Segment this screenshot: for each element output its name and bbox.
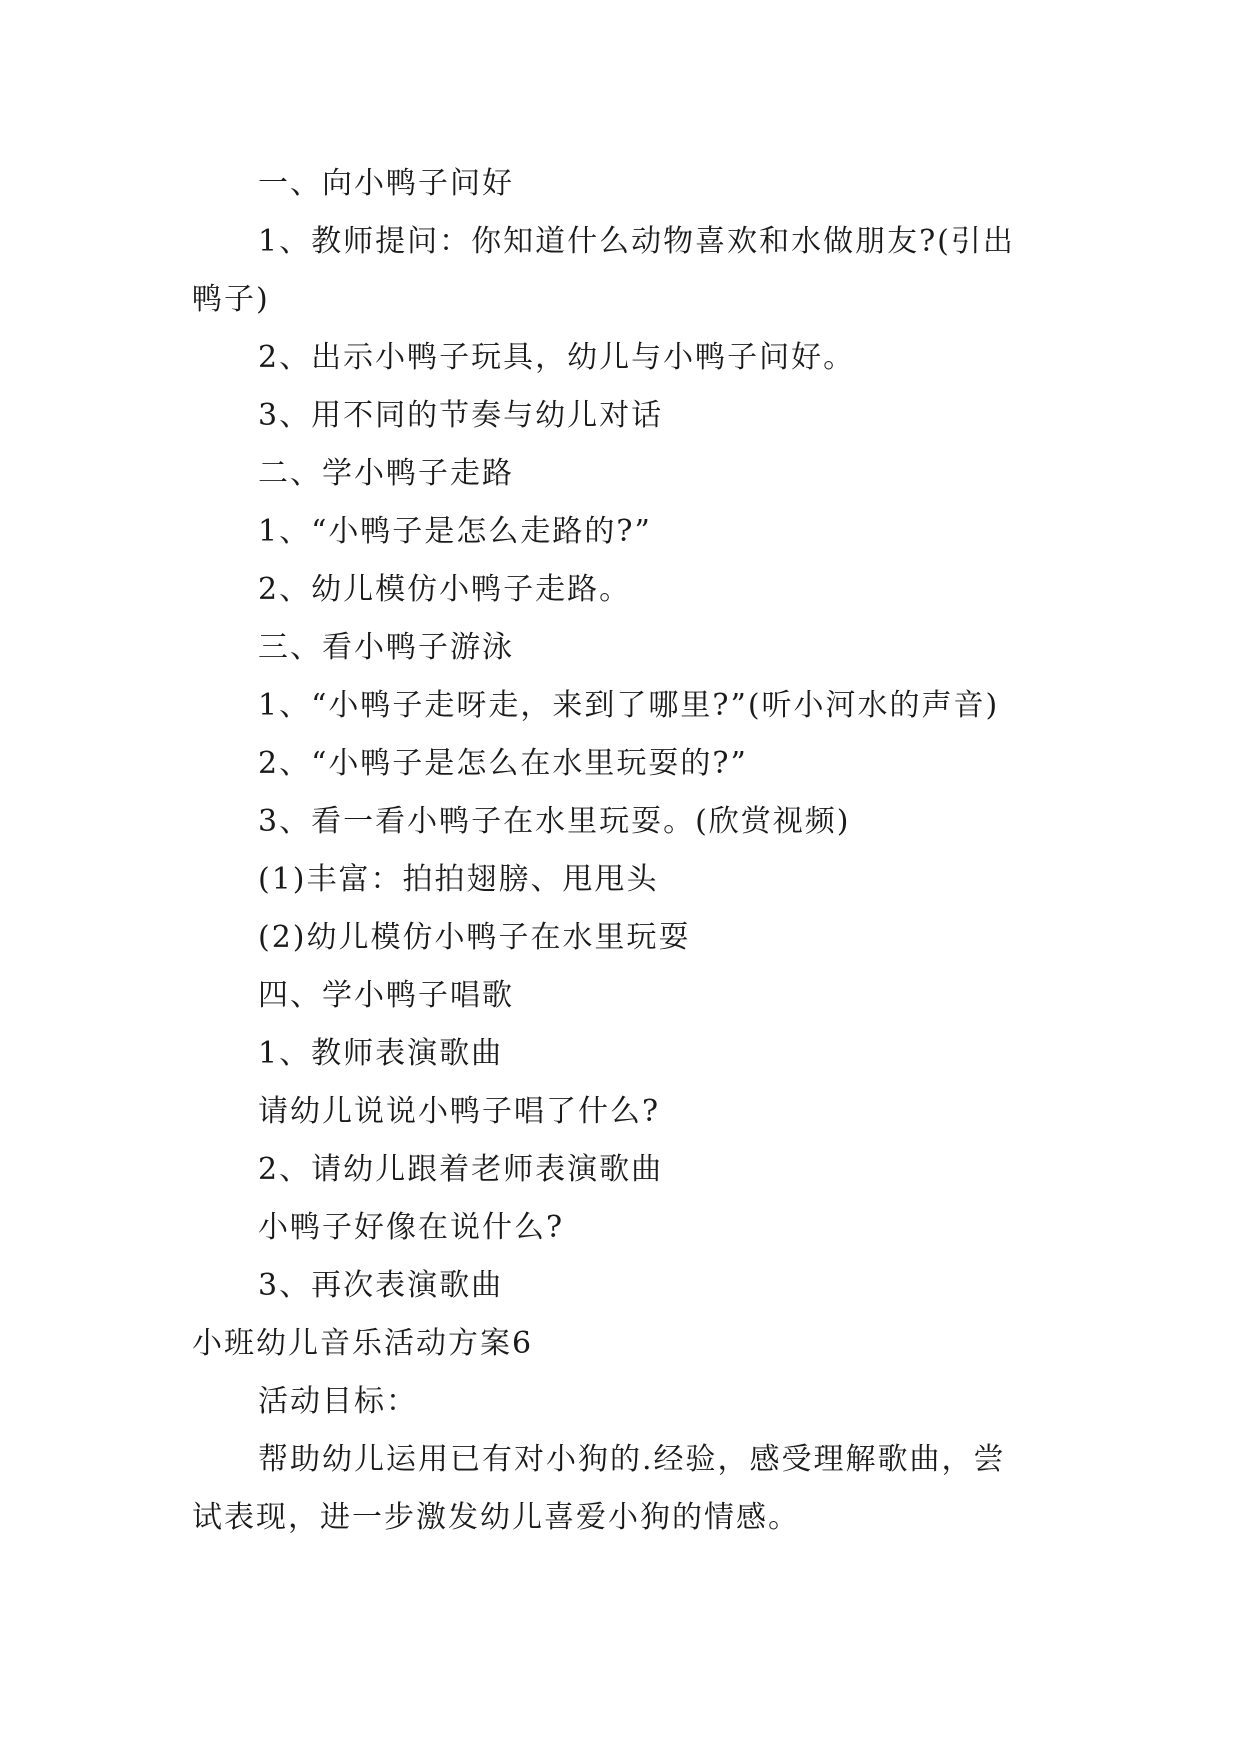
text-line: 3、用不同的节奏与幼儿对话 <box>258 398 664 433</box>
text-line: 2、出示小鸭子玩具，幼儿与小鸭子问好。 <box>258 340 856 375</box>
text-line: 四、学小鸭子唱歌 <box>258 978 514 1013</box>
text-line: 1、教师表演歌曲 <box>258 1036 504 1071</box>
text-line: 3、再次表演歌曲 <box>258 1268 504 1303</box>
text-line: 三、看小鸭子游泳 <box>258 630 514 665</box>
text-line: 试表现，进一步激发幼儿喜爱小狗的情感。 <box>192 1500 800 1535</box>
text-line: 3、看一看小鸭子在水里玩耍。(欣赏视频) <box>258 804 851 839</box>
text-line: 小鸭子好像在说什么? <box>258 1210 565 1245</box>
text-line: 鸭子) <box>192 282 270 317</box>
text-line: 1、“小鸭子走呀走，来到了哪里?”(听小河水的声音) <box>258 688 1000 723</box>
text-line: 1、教师提问：你知道什么动物喜欢和水做朋友?(引出 <box>258 224 1015 259</box>
text-line: 活动目标： <box>258 1384 418 1419</box>
text-line: 2、幼儿模仿小鸭子走路。 <box>258 572 632 607</box>
text-line: 2、“小鸭子是怎么在水里玩耍的?” <box>258 746 748 781</box>
text-line: 2、请幼儿跟着老师表演歌曲 <box>258 1152 664 1187</box>
text-line: 一、向小鸭子问好 <box>258 166 514 201</box>
section-heading: 小班幼儿音乐活动方案6 <box>192 1326 534 1361</box>
text-line: 二、学小鸭子走路 <box>258 456 514 491</box>
text-line: 请幼儿说说小鸭子唱了什么? <box>258 1094 661 1129</box>
text-line: (1)丰富：拍拍翅膀、甩甩头 <box>258 862 659 897</box>
text-line: (2)幼儿模仿小鸭子在水里玩耍 <box>258 920 691 955</box>
text-line: 帮助幼儿运用已有对小狗的.经验，感受理解歌曲，尝 <box>258 1442 1006 1477</box>
text-line: 1、“小鸭子是怎么走路的?” <box>258 514 652 549</box>
